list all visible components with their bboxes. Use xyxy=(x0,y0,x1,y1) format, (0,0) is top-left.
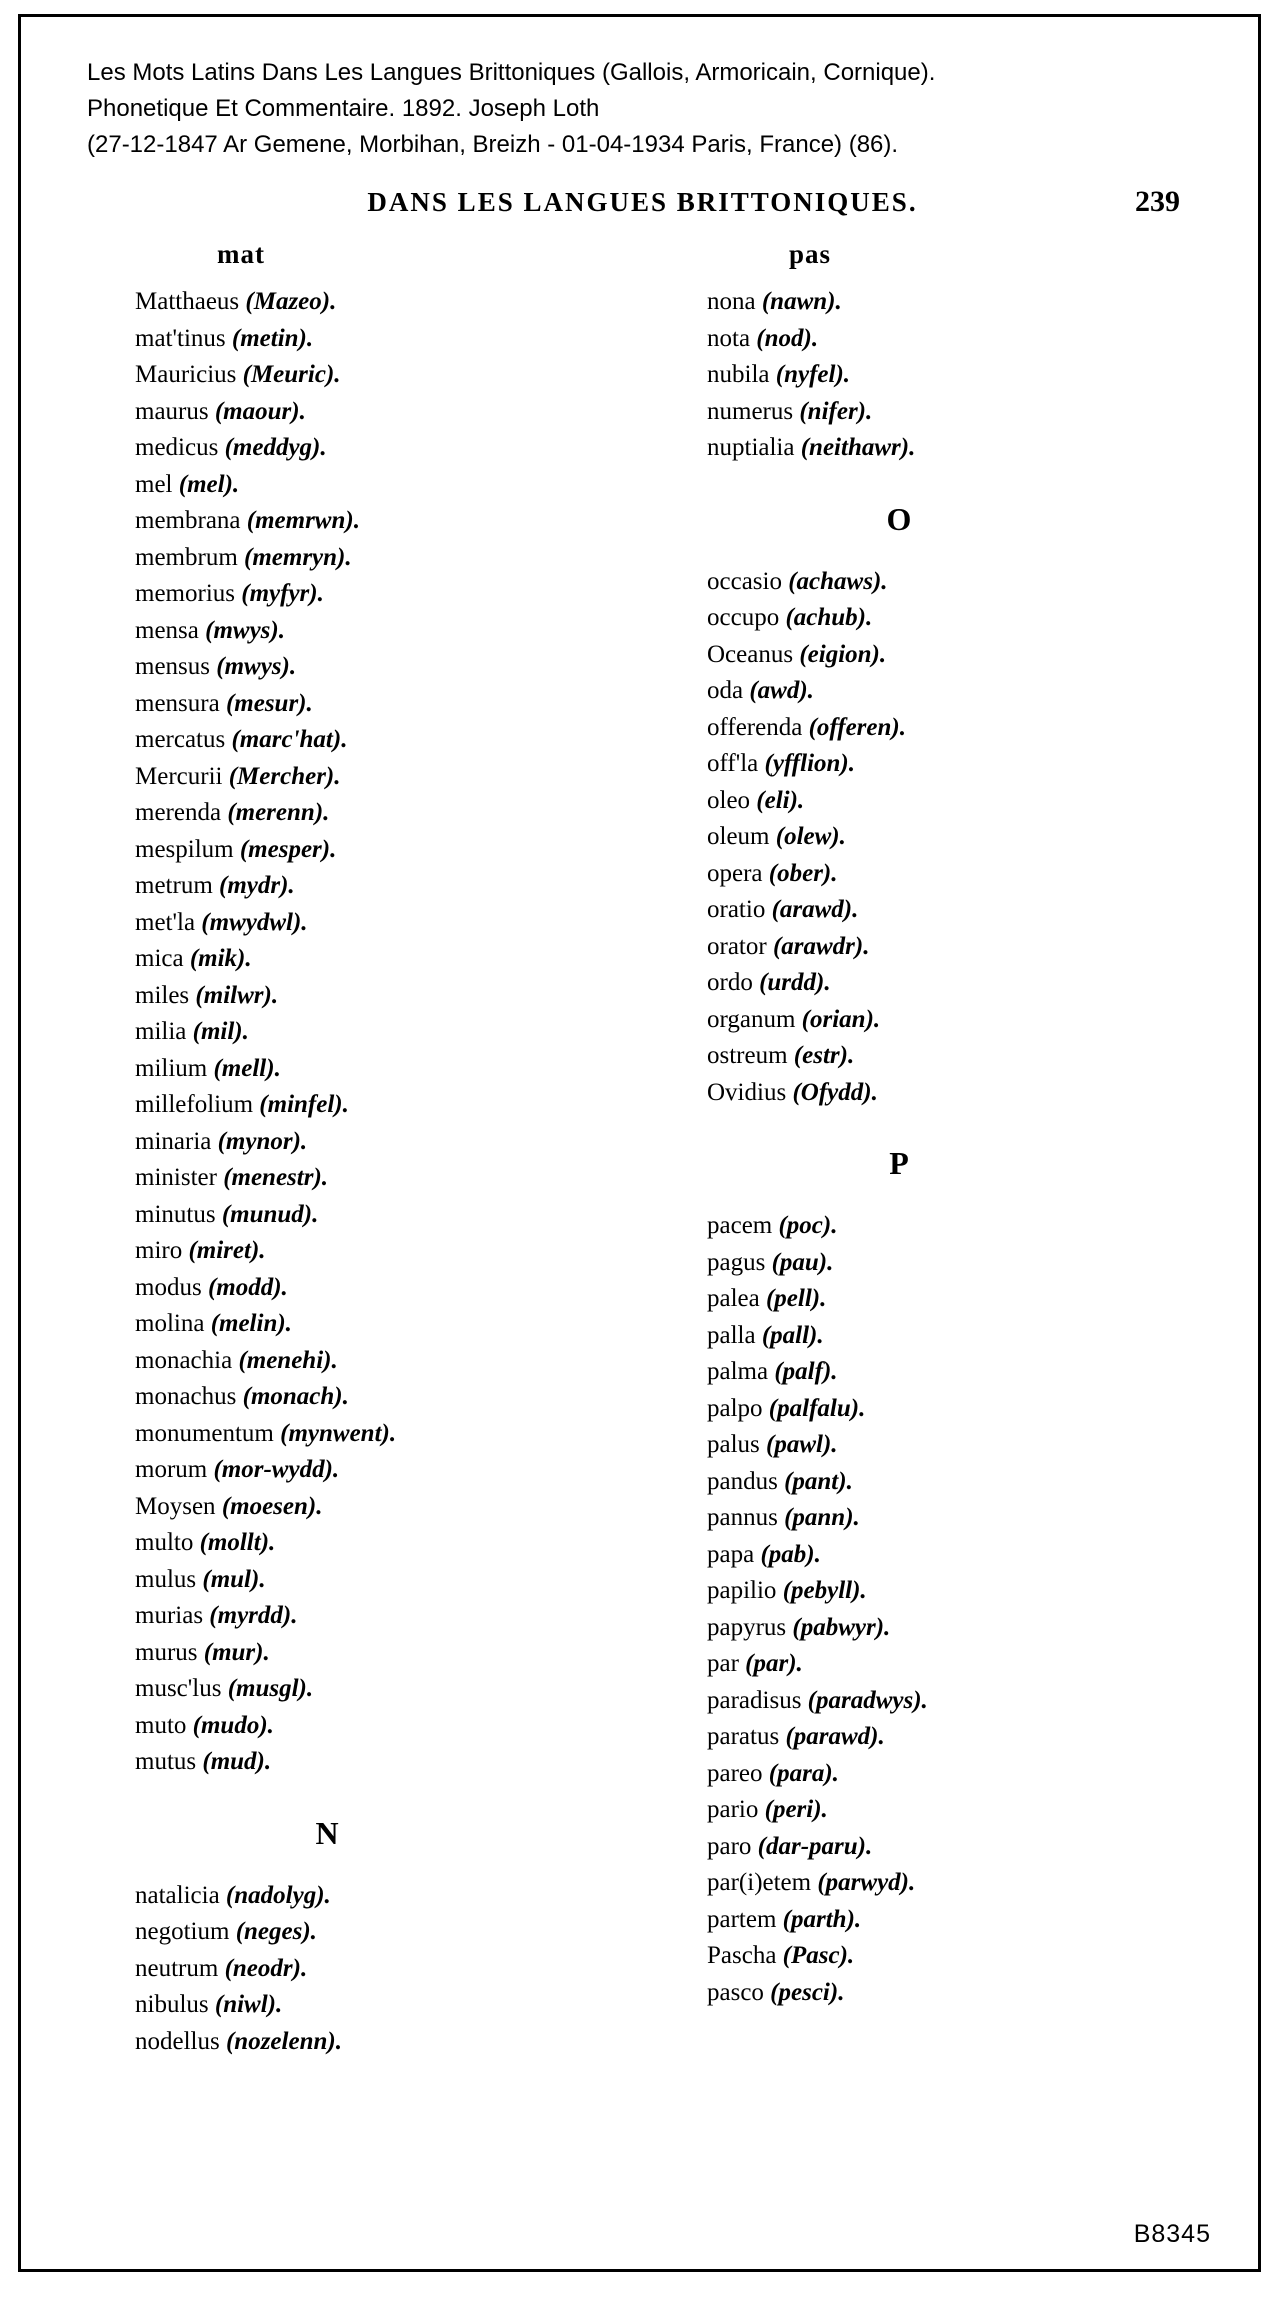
list-item xyxy=(117,430,597,467)
entry-latin: memorius xyxy=(135,580,235,607)
entry-latin: multo xyxy=(135,1529,194,1556)
entry-gloss: (mynor). xyxy=(217,1127,308,1155)
list-item xyxy=(689,1719,1169,1756)
list-item xyxy=(117,1598,597,1635)
entry-gloss: (awd). xyxy=(749,677,814,704)
list-item xyxy=(689,1756,1169,1793)
list-item xyxy=(689,1318,1169,1355)
entry-gloss: (mil). xyxy=(192,1018,249,1045)
entry-latin: minaria xyxy=(135,1127,212,1155)
entry-latin: neutrum xyxy=(135,1954,219,1982)
list-item xyxy=(689,564,1169,601)
entry-gloss: (mesur). xyxy=(225,689,313,717)
entry-gloss: (pesci). xyxy=(770,1978,845,2006)
entry-gloss: (mell). xyxy=(213,1054,281,1082)
list-item xyxy=(689,673,1169,710)
entry-gloss: (nadolyg). xyxy=(225,1881,331,1909)
list-item xyxy=(117,1708,597,1745)
page-number: 239 xyxy=(1135,185,1180,218)
list-item xyxy=(689,430,1169,467)
entry-gloss: (marc'hat). xyxy=(231,726,348,753)
list-item xyxy=(117,722,597,759)
running-head-text: DANS LES LANGUES BRITTONIQUES. xyxy=(367,187,918,217)
entry-gloss: (memrwn). xyxy=(246,507,360,534)
entry-gloss: (pau). xyxy=(771,1248,834,1276)
header-line-2: Phonetique Et Commentaire. 1892. Joseph Loth xyxy=(87,95,600,122)
entry-gloss: (memryn). xyxy=(244,543,352,571)
entry-gloss: (parawd). xyxy=(785,1723,885,1750)
entry-latin: mat'tinus xyxy=(135,324,226,352)
entry-latin: nona xyxy=(707,288,756,315)
entry-gloss: (Pasc). xyxy=(782,1942,855,1969)
entry-latin: nodellus xyxy=(135,2027,220,2055)
entry-latin: nuptialia xyxy=(707,434,795,461)
entry-gloss: (pall). xyxy=(761,1321,824,1349)
list-item xyxy=(689,1427,1169,1464)
entry-gloss: (parth). xyxy=(782,1905,862,1933)
entry-latin: papa xyxy=(707,1540,755,1568)
list-item xyxy=(117,868,597,905)
entry-latin: miro xyxy=(135,1237,183,1264)
list-item xyxy=(689,783,1169,820)
list-item xyxy=(117,1343,597,1380)
list-item xyxy=(117,1306,597,1343)
list-item xyxy=(689,321,1169,358)
entry-gloss: (Ofydd). xyxy=(792,1078,878,1106)
entry-latin: muto xyxy=(135,1711,187,1739)
list-item xyxy=(689,710,1169,747)
entry-latin: milium xyxy=(135,1054,208,1082)
entry-gloss: (metin). xyxy=(231,324,314,352)
entry-gloss: (maour). xyxy=(214,397,306,425)
entry-latin: nibulus xyxy=(135,1991,209,2018)
entry-list-n-left xyxy=(117,1878,597,2061)
entry-latin: Ovidius xyxy=(707,1078,787,1106)
entry-gloss: (mik). xyxy=(189,945,252,972)
entry-latin: mutus xyxy=(135,1748,197,1775)
list-item xyxy=(689,856,1169,893)
entry-latin: orator xyxy=(707,932,767,960)
entry-latin: papyrus xyxy=(707,1613,787,1641)
entry-latin: pannus xyxy=(707,1504,778,1531)
entry-latin: natalicia xyxy=(135,1881,220,1909)
entry-gloss: (meddyg). xyxy=(224,434,327,461)
entry-gloss: (par). xyxy=(745,1650,803,1677)
entry-list-m xyxy=(117,284,597,1781)
entry-latin: pasco xyxy=(707,1978,764,2006)
left-column xyxy=(117,239,597,2060)
list-item xyxy=(689,637,1169,674)
entry-gloss: (mwys). xyxy=(216,653,297,680)
list-item xyxy=(117,759,597,796)
list-item xyxy=(689,600,1169,637)
list-item xyxy=(689,284,1169,321)
entry-gloss: (myfyr). xyxy=(241,580,324,607)
entry-latin: numerus xyxy=(707,397,794,425)
list-item xyxy=(117,832,597,869)
list-item xyxy=(117,649,597,686)
entry-latin: Matthaeus xyxy=(135,288,240,315)
list-item xyxy=(117,941,597,978)
list-item xyxy=(117,1914,597,1951)
entry-latin: musc'lus xyxy=(135,1675,222,1702)
entry-gloss: (estr). xyxy=(793,1042,855,1069)
list-item xyxy=(117,686,597,723)
entry-gloss: (myrdd). xyxy=(209,1602,298,1629)
list-item xyxy=(117,1489,597,1526)
list-item xyxy=(689,1281,1169,1318)
list-item xyxy=(689,1865,1169,1902)
entry-latin: oda xyxy=(707,677,744,704)
entry-latin: murias xyxy=(135,1602,204,1629)
entry-latin: molina xyxy=(135,1310,205,1337)
entry-gloss: (menestr). xyxy=(223,1164,329,1191)
entry-latin: mensa xyxy=(135,616,199,644)
catchword-left: mat xyxy=(217,239,265,269)
entry-gloss: (pab). xyxy=(760,1540,821,1568)
list-item xyxy=(689,1075,1169,1112)
entry-gloss: (mor-wydd). xyxy=(213,1456,340,1483)
list-item xyxy=(117,1416,597,1453)
list-item xyxy=(117,503,597,540)
entry-gloss: (modd). xyxy=(207,1273,288,1301)
entry-gloss: (eigion). xyxy=(799,640,887,668)
list-item xyxy=(117,1635,597,1672)
list-item xyxy=(117,576,597,613)
entry-latin: mensura xyxy=(135,689,220,717)
entry-gloss: (mesper). xyxy=(239,835,337,863)
list-item xyxy=(689,1500,1169,1537)
list-item xyxy=(117,978,597,1015)
entry-gloss: (para). xyxy=(768,1759,839,1787)
list-item xyxy=(117,394,597,431)
list-item xyxy=(117,905,597,942)
entry-latin: paratus xyxy=(707,1723,780,1750)
list-item xyxy=(117,540,597,577)
entry-gloss: (mudo). xyxy=(192,1711,274,1739)
list-item xyxy=(117,1160,597,1197)
entry-latin: Mauricius xyxy=(135,361,237,388)
entry-latin: monumentum xyxy=(135,1419,274,1447)
entry-latin: modus xyxy=(135,1273,202,1301)
entry-gloss: (nyfel). xyxy=(775,361,851,388)
entry-latin: maurus xyxy=(135,397,209,425)
list-item xyxy=(689,819,1169,856)
entry-latin: medicus xyxy=(135,434,219,461)
entry-gloss: (eli). xyxy=(756,786,805,814)
list-item xyxy=(117,1014,597,1051)
entry-latin: pacem xyxy=(707,1212,773,1239)
list-item xyxy=(689,746,1169,783)
entry-gloss: (niwl). xyxy=(214,1991,283,2018)
entry-latin: met'la xyxy=(135,908,196,936)
list-item xyxy=(117,1233,597,1270)
list-item xyxy=(117,321,597,358)
entry-gloss: (offeren). xyxy=(808,713,906,741)
list-item xyxy=(117,1744,597,1781)
list-item xyxy=(689,1038,1169,1075)
list-item xyxy=(689,1391,1169,1428)
list-item xyxy=(689,1829,1169,1866)
entry-latin: monachus xyxy=(135,1383,237,1410)
columns-container xyxy=(21,239,1264,2179)
list-item xyxy=(117,1270,597,1307)
list-item xyxy=(689,1683,1169,1720)
list-item xyxy=(689,1354,1169,1391)
entry-gloss: (mel). xyxy=(178,470,240,498)
footer-identifier: B8345 xyxy=(1133,2220,1211,2248)
section-letter-n: N xyxy=(315,1814,339,1851)
list-item xyxy=(689,1792,1169,1829)
entry-latin: Pascha xyxy=(707,1942,777,1969)
entry-latin: monachia xyxy=(135,1346,233,1374)
entry-latin: pareo xyxy=(707,1759,763,1787)
entry-latin: merenda xyxy=(135,799,222,826)
entry-gloss: (munud). xyxy=(221,1200,319,1228)
section-letter-p: P xyxy=(889,1145,909,1181)
entry-latin: palea xyxy=(707,1285,760,1312)
entry-gloss: (palf). xyxy=(774,1358,838,1385)
entry-latin: off'la xyxy=(707,750,759,777)
entry-gloss: (arawdr). xyxy=(772,932,870,960)
entry-gloss: (miret). xyxy=(188,1237,266,1264)
entry-gloss: (urdd). xyxy=(759,969,831,996)
list-item xyxy=(689,1646,1169,1683)
list-item xyxy=(117,1878,597,1915)
entry-gloss: (melin). xyxy=(210,1310,292,1337)
entry-gloss: (pabwyr). xyxy=(792,1613,891,1641)
entry-latin: paradisus xyxy=(707,1686,802,1714)
entry-latin: paro xyxy=(707,1832,752,1860)
entry-latin: nubila xyxy=(707,361,770,388)
entry-list-o xyxy=(689,564,1169,1112)
entry-gloss: (mwys). xyxy=(205,616,285,644)
entry-gloss: (menehi). xyxy=(238,1346,338,1374)
entry-gloss: (nawn). xyxy=(761,288,842,315)
header-line-1: Les Mots Latins Dans Les Langues Brittoniques (Gallois, Armoricain, Cornique). xyxy=(87,59,936,86)
entry-gloss: (neithawr). xyxy=(800,434,916,461)
entry-gloss: (moesen). xyxy=(221,1492,323,1520)
entry-latin: nota xyxy=(707,324,751,352)
entry-latin: pario xyxy=(707,1796,759,1823)
entry-gloss: (nod). xyxy=(756,324,819,352)
list-item xyxy=(117,1562,597,1599)
entry-latin: mel xyxy=(135,470,173,498)
list-item xyxy=(689,1610,1169,1647)
header-line-3: (27-12-1847 Ar Gemene, Morbihan, Breizh - 01-04-1934 Paris, France) (86). xyxy=(87,131,899,158)
list-item xyxy=(117,613,597,650)
page-frame xyxy=(18,14,1261,2272)
entry-latin: offerenda xyxy=(707,713,803,741)
entry-gloss: (mydr). xyxy=(219,872,295,899)
entry-gloss: (poc). xyxy=(778,1212,838,1239)
list-item xyxy=(117,1987,597,2024)
entry-latin: oratio xyxy=(707,896,766,923)
entry-gloss: (pawl). xyxy=(766,1431,838,1458)
entry-gloss: (palfalu). xyxy=(768,1394,866,1422)
list-item xyxy=(689,357,1169,394)
entry-latin: pagus xyxy=(707,1248,766,1276)
entry-gloss: (pell). xyxy=(765,1285,827,1312)
list-item xyxy=(689,1245,1169,1282)
entry-gloss: (mul). xyxy=(202,1565,266,1593)
entry-latin: mulus xyxy=(135,1565,197,1593)
entry-latin: ostreum xyxy=(707,1042,788,1069)
list-item xyxy=(117,1379,597,1416)
entry-latin: mica xyxy=(135,945,184,972)
entry-gloss: (mollt). xyxy=(199,1529,276,1556)
list-item xyxy=(689,1573,1169,1610)
entry-latin: palma xyxy=(707,1358,769,1385)
entry-latin: minutus xyxy=(135,1200,216,1228)
entry-gloss: (musgl). xyxy=(227,1675,314,1702)
entry-latin: oleum xyxy=(707,823,770,850)
entry-latin: membrum xyxy=(135,543,238,571)
list-item xyxy=(117,1124,597,1161)
entry-gloss: (yfflion). xyxy=(764,750,855,777)
list-item xyxy=(689,1902,1169,1939)
list-item xyxy=(117,1452,597,1489)
entry-latin: opera xyxy=(707,859,763,887)
entry-gloss: (arawd). xyxy=(771,896,859,923)
entry-latin: negotium xyxy=(135,1918,230,1945)
entry-latin: metrum xyxy=(135,872,213,899)
entry-latin: Moysen xyxy=(135,1492,216,1520)
entry-gloss: (milwr). xyxy=(195,981,279,1009)
entry-gloss: (pant). xyxy=(784,1467,853,1495)
entry-gloss: (orian). xyxy=(801,1005,881,1033)
list-item xyxy=(117,795,597,832)
list-item xyxy=(117,1087,597,1124)
entry-latin: palus xyxy=(707,1431,760,1458)
entry-gloss: (mur). xyxy=(203,1638,270,1666)
entry-latin: milia xyxy=(135,1018,187,1045)
entry-gloss: (dar-paru). xyxy=(757,1832,873,1860)
entry-gloss: (ober). xyxy=(768,859,838,887)
entry-gloss: (neges). xyxy=(235,1918,317,1945)
entry-latin: murus xyxy=(135,1638,198,1666)
entry-gloss: (olew). xyxy=(775,823,846,850)
entry-latin: par xyxy=(707,1650,739,1677)
list-item xyxy=(689,1208,1169,1245)
list-item xyxy=(689,394,1169,431)
entry-latin: millefolium xyxy=(135,1091,254,1118)
entry-gloss: (monach). xyxy=(242,1383,349,1410)
entry-latin: minister xyxy=(135,1164,217,1191)
list-item xyxy=(117,1951,597,1988)
entry-gloss: (nozelenn). xyxy=(225,2027,342,2055)
entry-gloss: (pann). xyxy=(784,1504,860,1531)
entry-latin: par(i)etem xyxy=(707,1869,812,1896)
list-item xyxy=(117,284,597,321)
entry-latin: morum xyxy=(135,1456,208,1483)
entry-gloss: (Mazeo). xyxy=(245,288,337,315)
entry-gloss: (achub). xyxy=(785,604,873,631)
entry-latin: membrana xyxy=(135,507,241,534)
entry-latin: Oceanus xyxy=(707,640,794,668)
entry-gloss: (parwyd). xyxy=(817,1869,916,1896)
list-item xyxy=(689,929,1169,966)
list-item xyxy=(117,1051,597,1088)
entry-latin: mespilum xyxy=(135,835,234,863)
entry-gloss: (pebyll). xyxy=(782,1577,867,1604)
entry-list-n-right xyxy=(689,284,1169,467)
entry-gloss: (neodr). xyxy=(224,1954,308,1982)
entry-gloss: (mynwent). xyxy=(280,1419,397,1447)
list-item xyxy=(117,1671,597,1708)
entry-gloss: (Mercher). xyxy=(228,762,341,790)
entry-latin: organum xyxy=(707,1005,796,1033)
right-column xyxy=(689,239,1169,2011)
entry-latin: pandus xyxy=(707,1467,778,1495)
entry-latin: mercatus xyxy=(135,726,226,753)
entry-latin: palpo xyxy=(707,1394,763,1422)
entry-gloss: (minfel). xyxy=(259,1091,349,1118)
entry-gloss: (peri). xyxy=(764,1796,828,1823)
list-item xyxy=(689,1537,1169,1574)
entry-latin: miles xyxy=(135,981,190,1009)
document-header xyxy=(87,55,1207,163)
list-item xyxy=(689,1464,1169,1501)
entry-gloss: (paradwys). xyxy=(807,1686,928,1714)
list-item xyxy=(689,892,1169,929)
entry-latin: occupo xyxy=(707,604,780,631)
entry-gloss: (mwydwl). xyxy=(201,908,308,936)
entry-gloss: (achaws). xyxy=(788,567,888,595)
entry-list-p xyxy=(689,1208,1169,2011)
list-item xyxy=(689,965,1169,1002)
entry-latin: palla xyxy=(707,1321,756,1349)
list-item xyxy=(117,2024,597,2061)
entry-latin: partem xyxy=(707,1905,777,1933)
list-item xyxy=(117,467,597,504)
entry-latin: occasio xyxy=(707,567,782,595)
list-item xyxy=(117,1525,597,1562)
entry-latin: mensus xyxy=(135,653,210,680)
running-head xyxy=(21,187,1264,218)
section-letter-o: O xyxy=(886,500,912,537)
list-item xyxy=(689,1975,1169,2012)
entry-gloss: (mud). xyxy=(202,1748,272,1775)
catchword-right: pas xyxy=(789,239,832,269)
entry-gloss: (Meuric). xyxy=(242,361,341,388)
list-item xyxy=(689,1002,1169,1039)
entry-gloss: (merenn). xyxy=(227,799,330,826)
list-item xyxy=(689,1938,1169,1975)
entry-latin: papilio xyxy=(707,1577,777,1604)
entry-latin: Mercurii xyxy=(135,762,223,790)
entry-latin: ordo xyxy=(707,969,753,996)
list-item xyxy=(117,357,597,394)
list-item xyxy=(117,1197,597,1234)
entry-latin: oleo xyxy=(707,786,751,814)
entry-gloss: (nifer). xyxy=(799,397,873,425)
